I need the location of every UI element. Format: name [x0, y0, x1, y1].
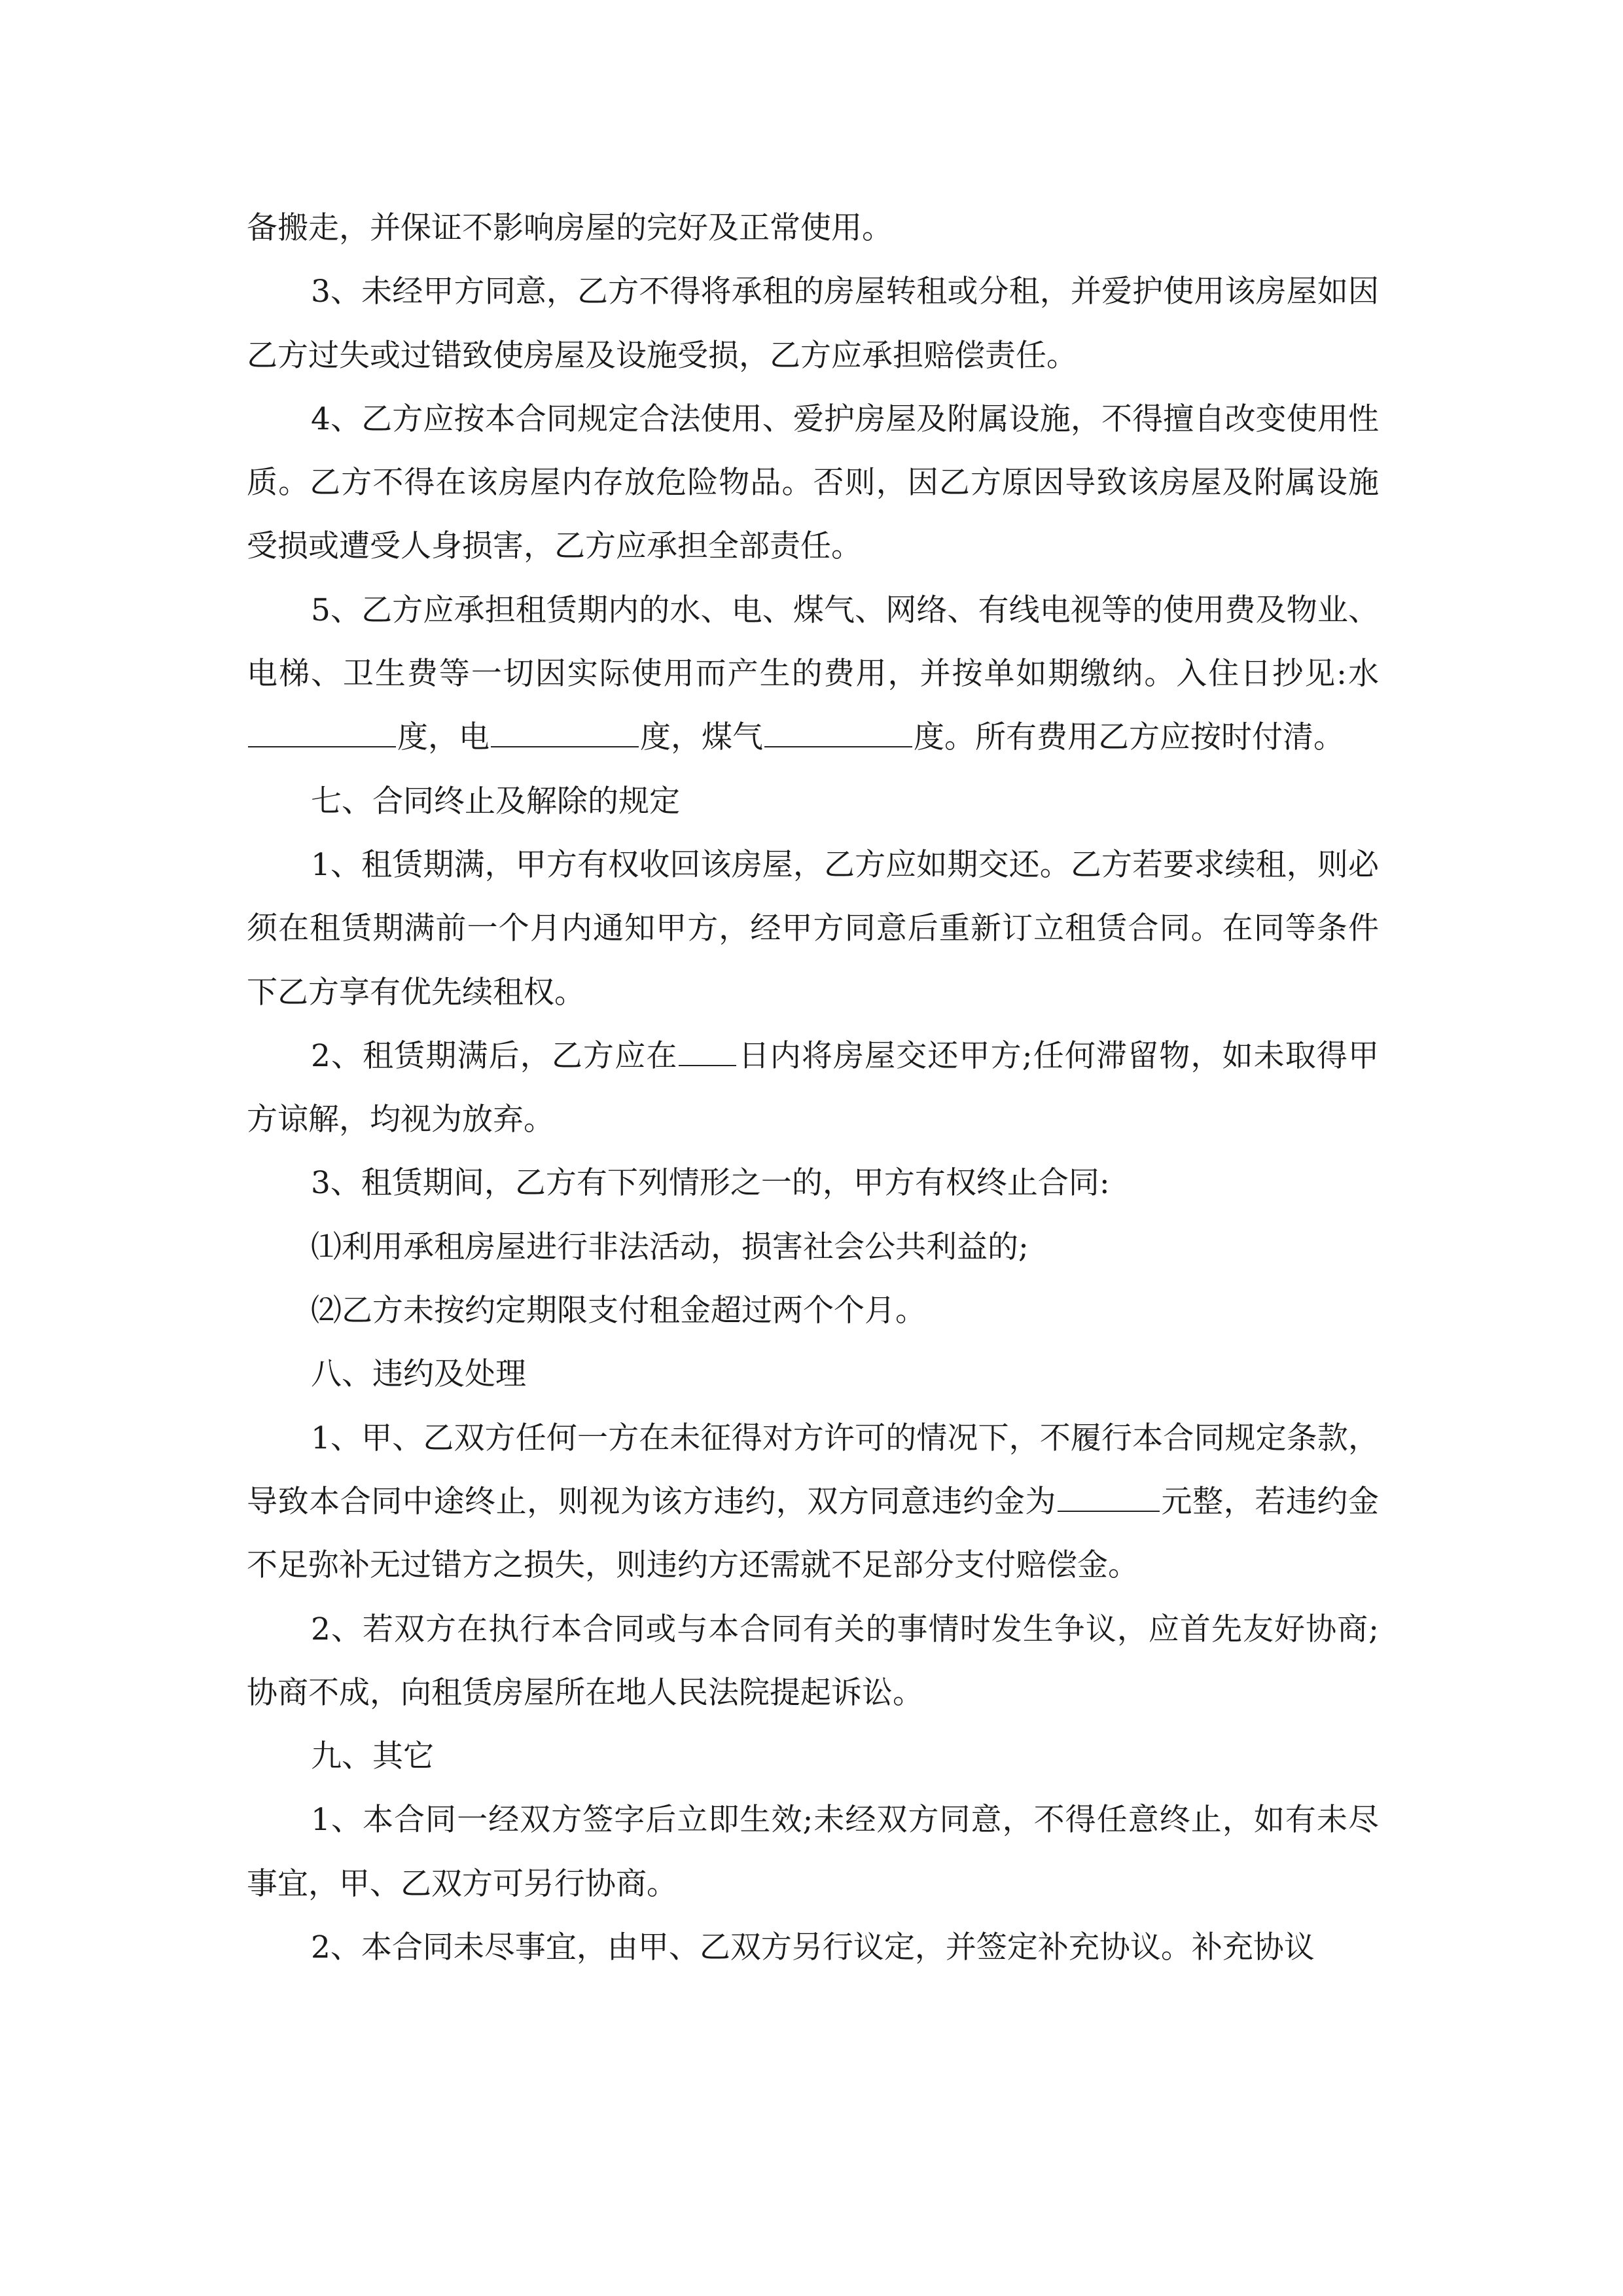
- section-7-heading: 七、合同终止及解除的规定: [311, 783, 680, 819]
- section-8-heading: 八、违约及处理: [311, 1356, 526, 1393]
- clause-6-5-text-b: 度，电: [397, 719, 490, 756]
- clause-7-2-text-b: 日内将房屋交还甲方;任何滞留物，如未取得甲方谅解，均视为放弃。: [247, 1037, 1379, 1138]
- penalty-amount-blank: [1058, 1480, 1160, 1512]
- return-days-blank: [679, 1035, 736, 1066]
- clause-7-2: [247, 1024, 1379, 1152]
- document-page: [247, 196, 1379, 1979]
- clause-8-2: 2、若双方在执行本合同或与本合同有关的事情时发生争议，应首先友好协商;协商不成，向租赁房屋所在地人民法院提起诉讼。: [247, 1611, 1379, 1711]
- clause-9-2: 2、本合同未尽事宜，由甲、乙双方另行议定，并签定补充协议。补充协议: [311, 1929, 1315, 1966]
- clause-8-1: [247, 1407, 1379, 1598]
- clause-7-3-item-1: ⑴利用承租房屋进行非法活动，损害社会公共利益的;: [311, 1229, 1029, 1265]
- clause-7-3-item-2: ⑵乙方未按约定期限支付租金超过两个个月。: [311, 1293, 926, 1329]
- clause-9-1: 1、本合同一经双方签字后立即生效;未经双方同意，不得任意终止，如有未尽事宜，甲、乙双方可另行协商。: [247, 1802, 1379, 1902]
- water-reading-blank: [248, 716, 396, 747]
- clause-7-1: 1、租赁期满，甲方有权收回该房屋，乙方应如期交还。乙方若要求续租，则必须在租赁期满前一个月内通知甲方，经甲方同意后重新订立租赁合同。在同等条件下乙方享有优先续租权。: [247, 846, 1379, 1011]
- clause-6-3: 3、未经甲方同意，乙方不得将承租的房屋转租或分租，并爱护使用该房屋如因乙方过失或过错致使房屋及设施受损，乙方应承担赔偿责任。: [247, 274, 1379, 374]
- clause-6-5: [247, 579, 1379, 770]
- clause-6-5-text-c: 度，煤气: [640, 719, 763, 756]
- clause-7-2-text-a: 2、租赁期满后，乙方应在: [311, 1037, 678, 1074]
- clause-6-4: 4、乙方应按本合同规定合法使用、爱护房屋及附属设施，不得擅自改变使用性质。乙方不得在该房屋内存放危险物品。否则，因乙方原因导致该房屋及附属设施受损或遭受人身损害，乙方应承担全部责任。: [247, 401, 1379, 565]
- electricity-reading-blank: [491, 716, 639, 747]
- clause-8-1-text-a: 1、甲、乙双方任何一方在未征得对方许可的情况下，不履行本合同规定条款，导致本合同中途终止，则视为该方违约，双方同意违约金为: [247, 1420, 1379, 1520]
- gas-reading-blank: [764, 716, 912, 747]
- clause-6-5-text-d: 度。所有费用乙方应按时付清。: [914, 719, 1344, 756]
- clause-8-1-text-b: 元整，若违约金不足弥补无过错方之损失，则违约方还需就不足部分支付赔偿金。: [247, 1483, 1379, 1584]
- section-9-heading: 九、其它: [311, 1738, 434, 1775]
- paragraph-continuation: 备搬走，并保证不影响房屋的完好及正常使用。: [247, 210, 893, 246]
- clause-7-3: 3、租赁期间，乙方有下列情形之一的，甲方有权终止合同:: [311, 1165, 1110, 1202]
- clause-6-5-text-a: 5、乙方应承担租赁期内的水、电、煤气、网络、有线电视等的使用费及物业、电梯、卫生费等一切因实际使用而产生的费用，并按单如期缴纳。入住日抄见:水: [247, 592, 1379, 692]
